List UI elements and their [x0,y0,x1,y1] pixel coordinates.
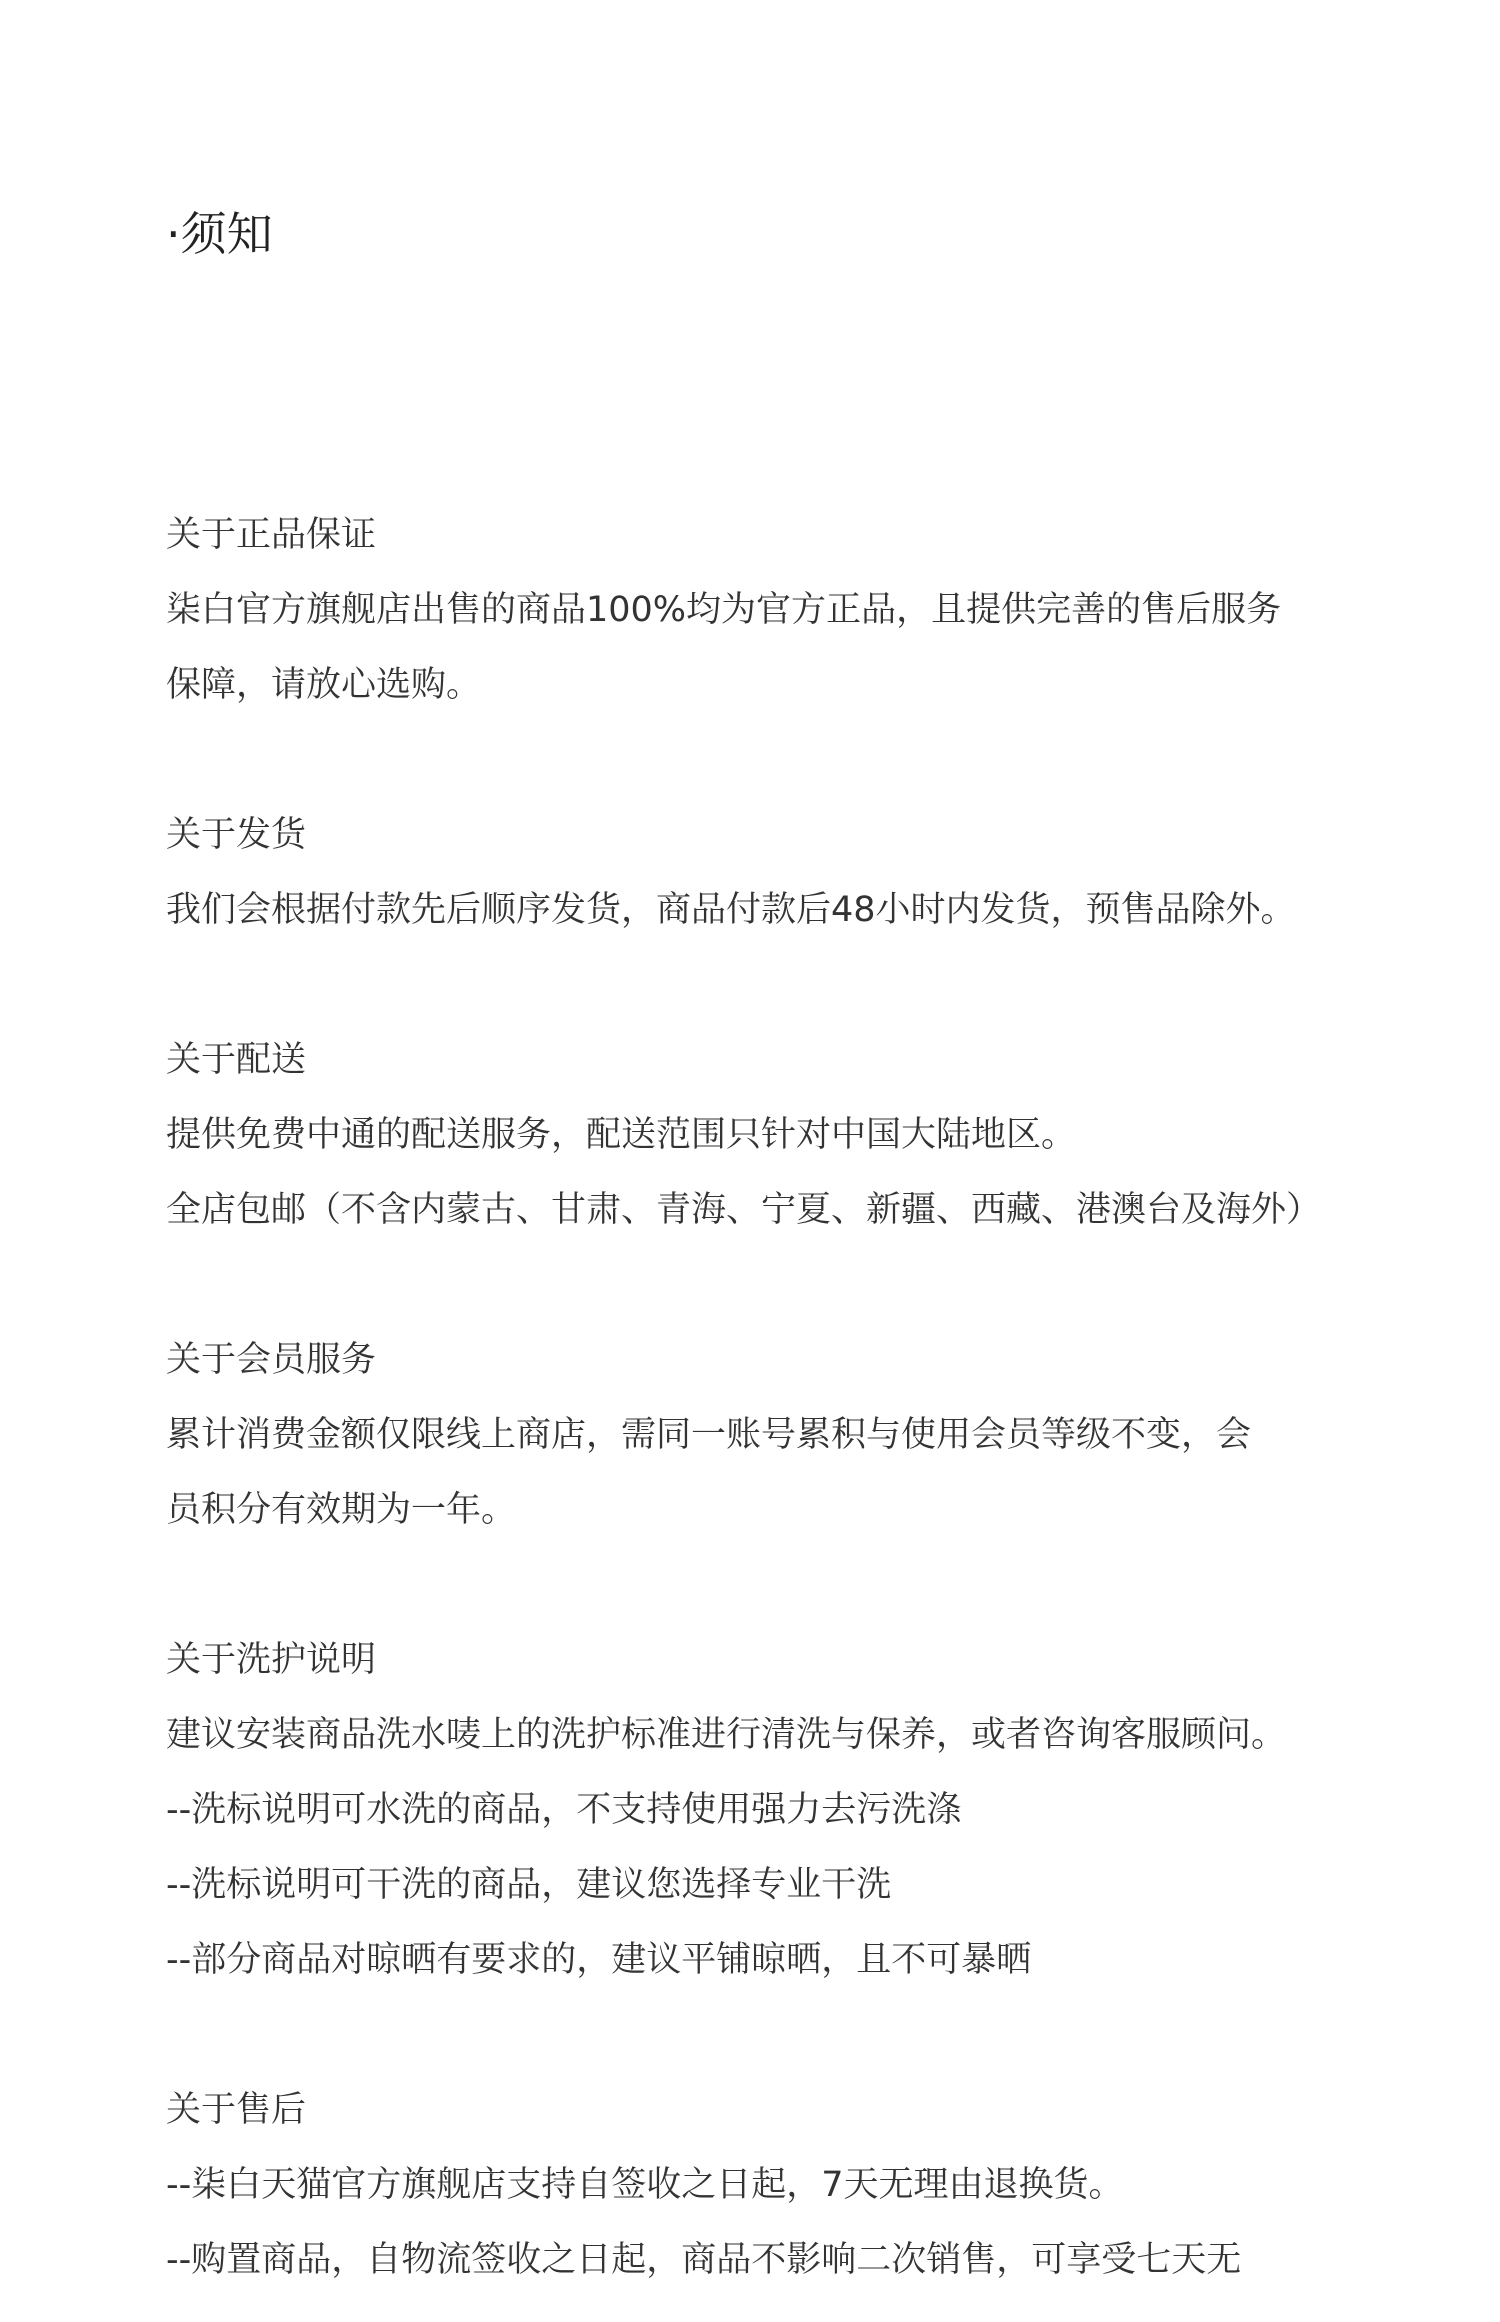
section-text-line: 我们会根据付款先后顺序发货，商品付款后48小时内发货，预售品除外。 [166,890,1296,930]
section-text-line: 建议安装商品洗水唛上的洗护标准进行清洗与保养，或者咨询客服顾问。 [166,1715,1287,1755]
section-shipping [166,798,1376,948]
section-text-line: 全店包邮（不含内蒙古、甘肃、青海、宁夏、新疆、西藏、港澳台及海外） [166,1190,1322,1230]
section-text-line: --洗标说明可干洗的商品，建议您选择专业干洗 [166,1865,892,1905]
page-title: ·须知 [166,207,273,261]
section-text-line: 保障，请放心选购。 [166,665,482,705]
section-text-line: --购置商品，自物流签收之日起，商品不影响二次销售，可享受七天无 [166,2240,1242,2280]
section-after-sales [166,2073,1376,2298]
section-heading: 关于会员服务 [166,1340,377,1380]
section-heading: 关于洗护说明 [166,1640,377,1680]
section-heading: 关于正品保证 [166,515,377,555]
section-care-instructions [166,1623,1376,1998]
section-text-line: 柒白官方旗舰店出售的商品100%均为官方正品，且提供完善的售后服务 [166,590,1282,630]
section-text-line: --洗标说明可水洗的商品，不支持使用强力去污洗涤 [166,1790,962,1830]
section-heading: 关于售后 [166,2090,307,2130]
section-text-line: --柒白天猫官方旗舰店支持自签收之日起，7天无理由退换货。 [166,2165,1124,2205]
section-membership [166,1323,1376,1548]
section-text-line: --部分商品对晾晒有要求的，建议平铺晾晒，且不可暴晒 [166,1940,1032,1980]
section-text-line: 员积分有效期为一年。 [166,1490,517,1530]
section-heading: 关于配送 [166,1040,307,1080]
notice-content [166,498,1376,2298]
section-heading: 关于发货 [166,815,307,855]
section-authenticity [166,498,1376,723]
section-text-line: 提供免费中通的配送服务，配送范围只针对中国大陆地区。 [166,1115,1077,1155]
section-text-line: 累计消费金额仅限线上商店，需同一账号累积与使用会员等级不变，会 [166,1415,1252,1455]
section-delivery [166,1023,1376,1248]
